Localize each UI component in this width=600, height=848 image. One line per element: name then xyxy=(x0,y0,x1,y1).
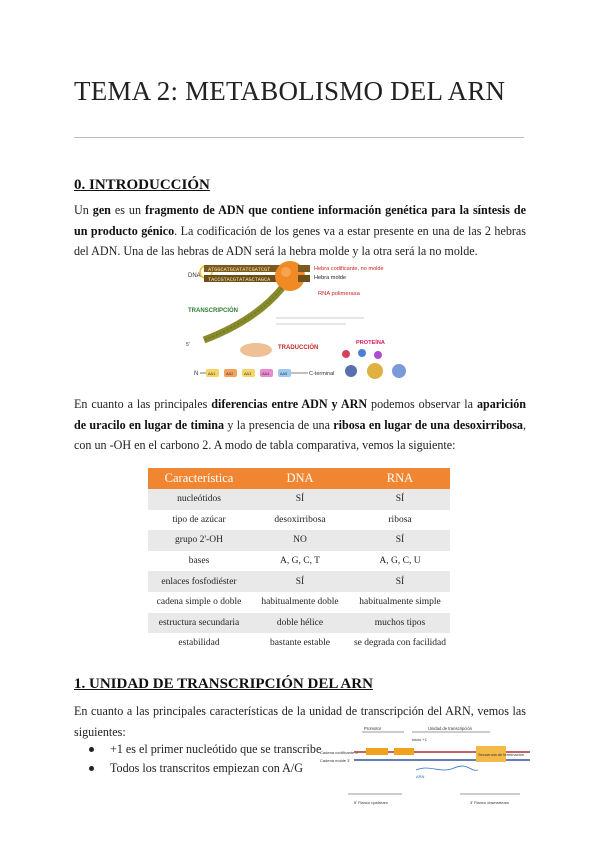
svg-text:AA5: AA5 xyxy=(280,372,288,376)
protein-shape-4 xyxy=(345,365,357,377)
template-strand-label: Cadena molde 3' xyxy=(320,758,351,763)
table-cell: bastante estable xyxy=(250,633,350,654)
table-cell: cadena simple o doble xyxy=(148,592,250,613)
dna-rna-comparison-table xyxy=(148,468,450,654)
svg-text:AA4: AA4 xyxy=(262,372,270,376)
table-cell: SÍ xyxy=(350,530,450,551)
svg-text:AA2: AA2 xyxy=(226,372,234,376)
dna-bottom-seq: TACCGTACGTATAGCTAGCA xyxy=(208,277,271,283)
table-row xyxy=(148,571,450,592)
central-dogma-figure xyxy=(186,254,416,384)
table-row xyxy=(148,510,450,531)
promoter-box-1 xyxy=(366,748,388,755)
svg-text:AA3: AA3 xyxy=(244,372,252,376)
differences-paragraph: En cuanto a las principales diferencias entre ADN y ARN podemos observar la aparición de uracilo en lugar de timina y la presencia de una ribosa en lugar de una desoxirribosa, con un -OH en el carbono 2. A modo de tabla comparativa, vemos la siguiente: xyxy=(74,397,527,452)
dna-top-seq: ATGGCATGCATATCGATCGT xyxy=(208,267,271,273)
ribosome-shape xyxy=(240,343,272,357)
table-cell: habitualmente doble xyxy=(250,592,350,613)
table-cell: NO xyxy=(250,530,350,551)
table-row xyxy=(148,592,450,613)
downstream-label: 3' Flanco downstream xyxy=(470,800,510,805)
table-cell: SÍ xyxy=(350,571,450,592)
table-cell: habitualmente simple xyxy=(350,592,450,613)
c-terminal-label: C-terminal xyxy=(309,371,335,377)
protein-shape-3 xyxy=(374,351,382,359)
table-cell: ribosa xyxy=(350,510,450,531)
svg-text:5': 5' xyxy=(186,342,190,348)
section-1-heading: 1. UNIDAD DE TRANSCRIPCIÓN DEL ARN xyxy=(74,676,373,692)
table-row xyxy=(148,633,450,654)
table-header: RNA xyxy=(350,468,450,489)
bullet-list xyxy=(74,740,321,778)
dna-label: DNA xyxy=(188,273,201,279)
transcription-label: TRANSCRIPCIÓN xyxy=(188,308,239,314)
page-title: TEMA 2: METABOLISMO DEL ARN xyxy=(74,76,506,106)
protein-shape-2 xyxy=(358,349,366,357)
translation-label: TRADUCCIÓN xyxy=(278,345,319,351)
transcription-unit-label: Unidad de transcripción xyxy=(428,726,472,731)
table-cell: SÍ xyxy=(250,571,350,592)
table-header-row xyxy=(148,468,450,489)
table-cell: bases xyxy=(148,551,250,572)
table-row xyxy=(148,613,450,634)
protein-shape-6 xyxy=(392,364,406,378)
table-row xyxy=(148,489,450,510)
intro-paragraph: Un gen es un fragmento de ADN que contiene información genética para la síntesis de un producto génico. La codificación de los genes va a estar presente en una de las 2 hebras del ADN. Una de las hebras de ADN será la hebra molde y la otra será la no molde. xyxy=(74,203,526,258)
polymerase-label: RNA polimerasa xyxy=(318,291,360,297)
n-terminal-label: N xyxy=(194,371,199,377)
table-cell: enlaces fosfodiéster xyxy=(148,571,250,592)
protein-label: PROTEÍNA xyxy=(356,340,385,346)
transcription-unit-figure xyxy=(320,724,532,810)
protein-shape-1 xyxy=(342,350,350,358)
start-site-label: Inicio +1 xyxy=(412,737,428,742)
table-cell: SÍ xyxy=(350,489,450,510)
table-cell: estructura secundaria xyxy=(148,613,250,634)
coding-strand-label: Hebra codificante, no molde xyxy=(314,266,384,272)
rna-label: ARN xyxy=(416,774,425,779)
title-divider xyxy=(74,137,524,138)
section-0-heading: 0. INTRODUCCIÓN xyxy=(74,177,210,193)
promoter-box-2 xyxy=(394,748,414,755)
table-cell: tipo de azúcar xyxy=(148,510,250,531)
table-row xyxy=(148,551,450,572)
table-row xyxy=(148,530,450,551)
promoter-label: Promotor xyxy=(364,726,382,731)
upstream-label: 5' Flanco upstream xyxy=(354,800,388,805)
bullet-icon xyxy=(89,766,94,771)
table-header: Característica xyxy=(148,468,250,489)
table-cell: muchos tipos xyxy=(350,613,450,634)
mrna-strand xyxy=(204,288,282,340)
svg-text:AA1: AA1 xyxy=(208,372,216,376)
table-cell: A, G, C, T xyxy=(250,551,350,572)
table-cell: desoxirribosa xyxy=(250,510,350,531)
table-cell: estabilidad xyxy=(148,633,250,654)
table-cell: doble hélice xyxy=(250,613,350,634)
table-cell: A, G, C, U xyxy=(350,551,450,572)
table-cell: grupo 2'-OH xyxy=(148,530,250,551)
terminator-label: Secuencia de terminación xyxy=(478,752,525,757)
rna-transcript-wave xyxy=(416,766,478,770)
table-cell: SÍ xyxy=(250,489,350,510)
template-strand-label: Hebra molde xyxy=(314,275,347,281)
list-item: +1 es el primer nucleótido que se transcribe xyxy=(74,740,321,759)
transcription-unit-paragraph: En cuanto a las principales características de la unidad de transcripción del ARN, vemos las siguientes: xyxy=(74,704,526,739)
table-cell: se degrada con facilidad xyxy=(350,633,450,654)
table-header: DNA xyxy=(250,468,350,489)
table-cell: nucleótidos xyxy=(148,489,250,510)
bullet-icon xyxy=(89,747,94,752)
coding-strand-label: Cadena codificante 5' xyxy=(320,750,359,755)
list-item: Todos los transcritos empiezan con A/G xyxy=(74,759,321,778)
protein-shape-5 xyxy=(367,363,383,379)
